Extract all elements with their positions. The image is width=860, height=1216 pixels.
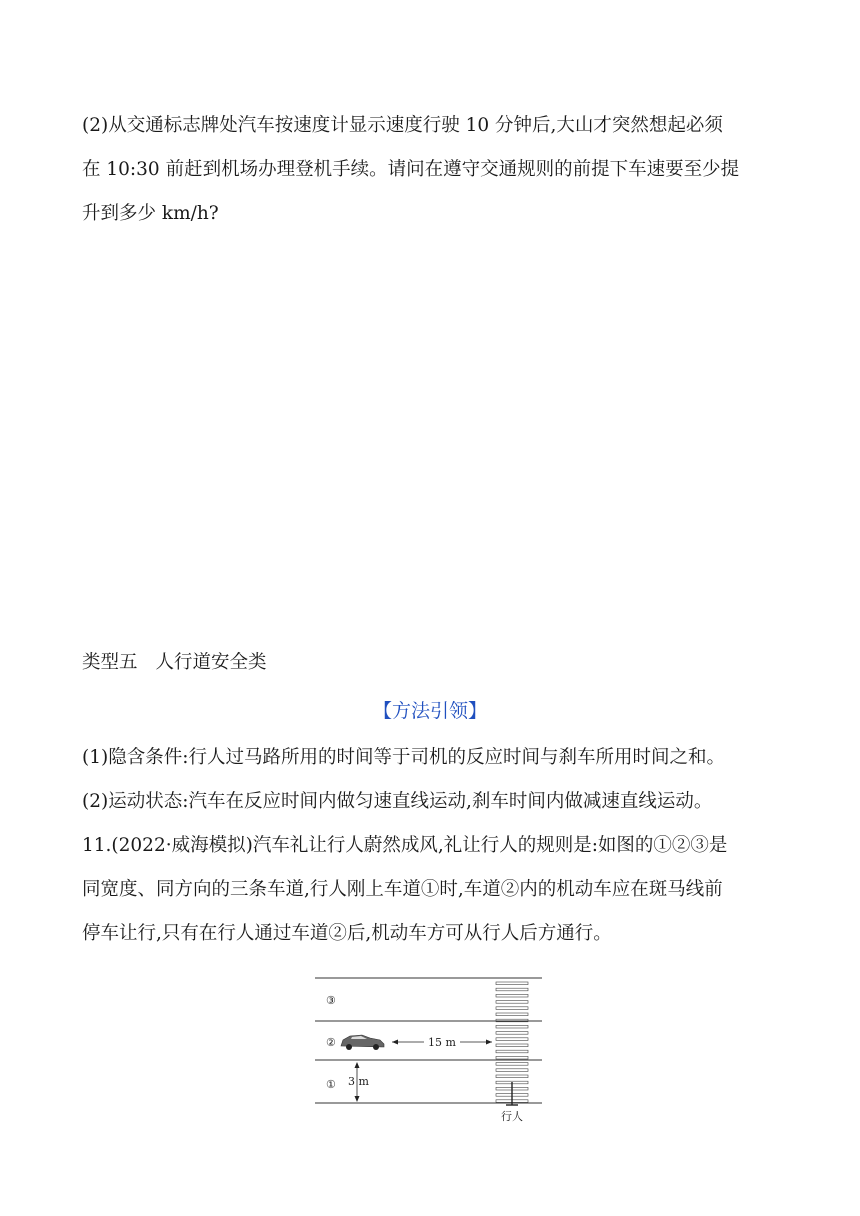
question-2-line-3: 升到多少 km/h? [82, 203, 219, 224]
zebra-stripe [496, 1075, 528, 1078]
zebra-stripe [496, 988, 528, 991]
lane-3-label: ③ [326, 994, 336, 1007]
method-list [82, 736, 782, 824]
distance-label: 15 m [428, 1036, 456, 1049]
zebra-stripe [496, 1001, 528, 1004]
zebra-stripe [496, 1038, 528, 1041]
zebra-stripe [496, 1044, 528, 1047]
zebra-stripe [496, 982, 528, 985]
pedestrian-label: 行人 [501, 1110, 523, 1123]
question-2-line-2: 在 10:30 前赶到机场办理登机手续。请问在遵守交通规则的前提下车速要至少提 [82, 159, 740, 180]
zebra-stripe [496, 1050, 528, 1053]
question-2-line-1: (2)从交通标志牌处汽车按速度计显示速度行驶 10 分钟后,大山才突然想起必须 [82, 115, 723, 136]
zebra-stripe [496, 1063, 528, 1066]
method-item-1: (1)隐含条件:行人过马路所用的时间等于司机的反应时间与刹车所用时间之和。 [82, 747, 725, 768]
zebra-stripe [496, 1007, 528, 1010]
car-icon [341, 1035, 384, 1050]
section-heading [82, 648, 285, 674]
question-11-line-1: 11.(2022·威海模拟)汽车礼让行人蔚然成风,礼让行人的规则是:如图的①②③是 [82, 835, 728, 856]
zebra-stripe [496, 1056, 528, 1059]
method-title: 【方法引领】 [372, 700, 487, 722]
question-11-line-2: 同宽度、同方向的三条车道,行人刚上车道①时,车道②内的机动车应在斑马线前 [82, 879, 723, 900]
question-11-line-3: 停车让行,只有在行人通过车道②后,机动车方可从行人后方通行。 [82, 923, 612, 944]
lane-1-label: ① [326, 1078, 336, 1091]
question-2-text [82, 104, 782, 236]
question-11-text [82, 824, 782, 956]
lane-width-label: 3 m [348, 1075, 369, 1088]
section-type-label: 类型五 [82, 652, 138, 673]
lane-2-label: ② [326, 1036, 336, 1049]
lanes-diagram [312, 972, 546, 1124]
zebra-stripe [496, 1025, 528, 1028]
zebra-stripe [496, 1013, 528, 1016]
section-type-title: 人行道安全类 [155, 652, 267, 673]
zebra-stripe [496, 1069, 528, 1072]
method-item-2: (2)运动状态:汽车在反应时间内做匀速直线运动,刹车时间内做减速直线运动。 [82, 791, 713, 812]
zebra-stripe [496, 1032, 528, 1035]
zebra-stripe [496, 994, 528, 997]
